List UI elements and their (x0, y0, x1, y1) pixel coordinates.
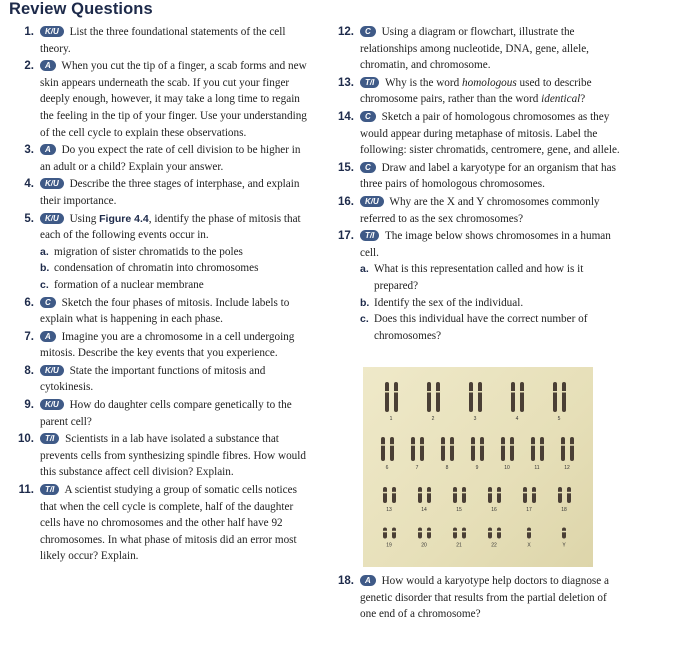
chromosome-pair (488, 487, 502, 513)
centromere-band (532, 492, 537, 494)
centromere-band (471, 444, 476, 446)
centromere-band (511, 391, 516, 393)
category-badge: A (40, 331, 56, 342)
question-number: 13. (338, 76, 354, 89)
chromosome (427, 382, 431, 412)
sub-item (360, 295, 624, 312)
chromosome (511, 382, 515, 412)
question-text: List the three foundational statements of the cell theory. (40, 26, 286, 55)
question-17 (328, 228, 624, 344)
question-text: used to describe chromosome pairs, rather than the word (360, 76, 592, 106)
sub-text: condensation of chromatin into chromosomes (54, 262, 259, 275)
question-text: Do you expect the rate of cell division to be higher in an adult or a child? Explain your answer. (40, 144, 301, 173)
question-number: 1. (24, 26, 34, 38)
chromosome-pair (418, 528, 432, 549)
sub-letter: b. (360, 296, 370, 309)
centromere-band (383, 492, 388, 494)
chromosome-label: 22 (491, 542, 497, 549)
sub-item (40, 260, 312, 277)
category-badge: C (360, 162, 376, 173)
chromosome (418, 487, 422, 503)
category-badge: K/U (360, 196, 384, 207)
sub-item (360, 311, 624, 344)
sub-item (40, 244, 312, 261)
chromosome-label: 14 (421, 507, 427, 513)
chromosome-pair (488, 528, 502, 549)
chromosome (418, 528, 422, 539)
centromere-band (427, 492, 432, 494)
question-number: 14. (338, 110, 354, 123)
question-16 (328, 194, 624, 227)
category-badge: C (360, 111, 376, 122)
chromosome-label: 12 (564, 465, 570, 471)
question-text: How do daughter cells compare genetically to the parent cell? (40, 399, 292, 428)
centromere-band (567, 492, 572, 494)
chromosome-label: 13 (386, 507, 392, 513)
chromosome-label: 19 (386, 542, 392, 549)
category-badge: C (40, 297, 56, 308)
sub-text: What is this representation called and how is it prepared? (374, 263, 584, 292)
question-15 (328, 160, 624, 193)
question-text: ? (580, 93, 586, 106)
question-1 (8, 24, 312, 57)
chromosome (478, 382, 482, 412)
category-badge: K/U (40, 399, 64, 410)
question-number: 5. (24, 212, 34, 225)
question-13 (328, 75, 624, 108)
sub-letter: a. (40, 245, 49, 258)
chromosome (383, 528, 387, 539)
question-text: The image below shows chromosomes in a human cell. (360, 230, 611, 259)
question-number: 8. (24, 364, 34, 377)
centromere-band (558, 492, 563, 494)
question-number: 4. (24, 178, 34, 191)
centromere-band (497, 531, 502, 533)
chromosome (562, 528, 566, 539)
question-number: 3. (24, 144, 34, 157)
chromosome (453, 487, 457, 503)
sub-item (40, 277, 312, 294)
chromosome (427, 528, 431, 539)
chromosome-pair (562, 528, 567, 549)
chromosome-label: 6 (385, 465, 389, 471)
category-badge: T/I (360, 230, 379, 241)
chromosome (488, 528, 492, 539)
centromere-band (392, 492, 397, 494)
question-number: 17. (338, 230, 354, 243)
question-text: A scientist studying a group of somatic cells notices that when the cell cycle is complete, half of the daughter cells have no chromosomes and the other half have 92 chromosomes. In what phase of mitosis did an error most likely occur? Explain. (40, 484, 297, 563)
centromere-band (520, 391, 525, 393)
category-badge: A (40, 144, 56, 155)
centromere-band (450, 444, 455, 446)
chromosome-label: 1 (389, 416, 393, 422)
question-number: 11. (18, 484, 34, 497)
chromosome-label: 7 (415, 465, 419, 471)
chromosome (450, 437, 454, 461)
question-8 (8, 363, 312, 396)
question-text: Sketch the four phases of mitosis. Include labels to explain what is happening in each phase. (40, 296, 290, 326)
chromosome-label: Y (562, 542, 566, 549)
chromosome (392, 528, 396, 539)
chromosome (510, 437, 514, 461)
chromosome-pair (427, 382, 441, 422)
chromosome (558, 487, 562, 503)
question-number: 18. (338, 575, 354, 587)
category-badge: A (360, 575, 376, 586)
centromere-band (510, 444, 515, 446)
centromere-band (478, 391, 483, 393)
category-badge: K/U (40, 178, 64, 189)
question-text: Imagine you are a chromosome in a cell undergoing mitosis. Describe the key events that you experience. (40, 330, 295, 360)
centromere-band (553, 391, 558, 393)
chromosome (567, 487, 571, 503)
centromere-band (480, 444, 485, 446)
question-text: State the important functions of mitosis and cytokinesis. (40, 364, 266, 394)
chromosome-label: 4 (515, 416, 519, 422)
question-number: 6. (24, 296, 34, 309)
centromere-band (469, 391, 474, 393)
chromosome-label: X (527, 542, 531, 549)
chromosome-label: 2 (431, 416, 435, 422)
chromosome (570, 437, 574, 461)
emphasized-word: homologous (462, 76, 517, 89)
centromere-band (385, 391, 390, 393)
chromosome (453, 528, 457, 539)
chromosome (532, 487, 536, 503)
chromosome-label: 5 (557, 416, 561, 422)
figure-reference: Figure 4.4 (99, 212, 149, 225)
chromosome-label: 17 (526, 507, 532, 513)
chromosome (420, 437, 424, 461)
chromosome-pair (553, 382, 567, 422)
question-2 (8, 58, 312, 141)
category-badge: K/U (40, 26, 64, 37)
chromosome-label: 18 (561, 507, 567, 513)
centromere-band (562, 391, 567, 393)
chromosome (553, 382, 557, 412)
chromosome (427, 487, 431, 503)
centromere-band (497, 492, 502, 494)
chromosome (562, 382, 566, 412)
centromere-band (383, 531, 388, 533)
karyotype-chromosomes (363, 367, 593, 567)
chromosome (441, 437, 445, 461)
sub-letter: c. (360, 313, 369, 326)
centromere-band (441, 444, 446, 446)
centromere-band (570, 444, 575, 446)
centromere-band (453, 492, 458, 494)
centromere-band (394, 391, 399, 393)
chromosome-label: 16 (491, 507, 497, 513)
centromere-band (411, 444, 416, 446)
chromosome-pair (453, 487, 467, 513)
question-text: Why are the X and Y chromosomes commonly referred to as the sex chromosomes? (360, 195, 600, 225)
question-14 (328, 109, 624, 159)
question-number: 9. (24, 399, 34, 412)
chromosome-pair (469, 382, 483, 422)
chromosome-pair (383, 528, 397, 549)
category-badge: T/I (40, 433, 59, 444)
question-text: Using a diagram or flowchart, illustrate the relationships among nucleotide, DNA, gene, allele, chromatin, and chromosome. (360, 26, 589, 72)
centromere-band (488, 492, 493, 494)
centromere-band (462, 492, 467, 494)
sub-text: Does this individual have the correct number of chromosomes? (374, 313, 588, 342)
sub-text: Identify the sex of the individual. (374, 296, 524, 309)
centromere-band (523, 492, 528, 494)
chromosome (469, 382, 473, 412)
chromosome (436, 382, 440, 412)
sub-letter: b. (40, 262, 50, 275)
question-number: 7. (24, 330, 34, 343)
chromosome (381, 437, 385, 461)
chromosome-pair (501, 437, 515, 471)
chromosome (471, 437, 475, 461)
chromosome-pair (383, 487, 397, 513)
chromosome-pair (561, 437, 575, 471)
centromere-band (420, 444, 425, 446)
sub-text: formation of a nuclear membrane (54, 278, 204, 291)
chromosome (523, 487, 527, 503)
question-number: 2. (24, 60, 34, 73)
question-text: When you cut the tip of a finger, a scab forms and new skin appears underneath the scab. If you cut your finger deeply enough, however, it may take a long time to regain the feeling in the tip of your finger. Use your understanding of the cell cycle to explain these observations. (40, 60, 307, 139)
centromere-band (392, 531, 397, 533)
chromosome-label: 3 (473, 416, 477, 422)
question-18 (328, 573, 624, 623)
question-text: Describe the three stages of interphase, and explain their importance. (40, 178, 300, 207)
centromere-band (418, 492, 423, 494)
question-11 (8, 482, 312, 565)
chromosome-label: 10 (504, 465, 510, 471)
chromosome (531, 437, 535, 461)
question-text: Draw and label a karyotype for an organism that has three pairs of homologous chromosomes. (360, 161, 616, 191)
centromere-band (527, 531, 532, 533)
chromosome (411, 437, 415, 461)
centromere-band (531, 444, 536, 446)
chromosome (520, 382, 524, 412)
chromosome-pair (411, 437, 425, 471)
question-text: , identify the phase of mitosis that each of the following events occur in. (40, 212, 301, 242)
chromosome (501, 437, 505, 461)
centromere-band (462, 531, 467, 533)
centromere-band (427, 391, 432, 393)
chromosome (462, 487, 466, 503)
chromosome-label: 21 (456, 542, 462, 549)
centromere-band (501, 444, 506, 446)
centromere-band (381, 444, 386, 446)
category-badge: K/U (40, 365, 64, 376)
chromosome (392, 487, 396, 503)
centromere-band (453, 531, 458, 533)
chromosome (383, 487, 387, 503)
chromosome-pair (418, 487, 432, 513)
chromosome-pair (523, 487, 537, 513)
question-7 (8, 329, 312, 362)
sub-letter: c. (40, 278, 49, 291)
chromosome-pair (385, 382, 399, 422)
question-text: How would a karyotype help doctors to diagnose a genetic disorder that results from the partial deletion of one end of a chromosome? (360, 575, 610, 621)
chromosome (390, 437, 394, 461)
chromosome (561, 437, 565, 461)
question-10 (8, 431, 312, 481)
centromere-band (418, 531, 423, 533)
emphasized-word: identical (541, 93, 581, 106)
question-text: Scientists in a lab have isolated a substance that prevents cells from synthesizing spindle fibres. How would this substance affect cell division? Explain. (40, 433, 306, 479)
chromosome-pair (527, 528, 532, 549)
question-number: 10. (18, 433, 34, 446)
question-4 (8, 176, 312, 209)
sub-letter: a. (360, 263, 369, 276)
question-5 (8, 211, 312, 294)
question-text: Using (69, 212, 97, 225)
centromere-band (562, 531, 567, 533)
question-6 (8, 295, 312, 328)
centromere-band (540, 444, 545, 446)
centromere-band (488, 531, 493, 533)
karyotype-image (363, 367, 593, 567)
chromosome-pair (441, 437, 455, 471)
sub-item (360, 261, 624, 294)
chromosome (527, 528, 531, 539)
chromosome (385, 382, 389, 412)
centromere-band (561, 444, 566, 446)
chromosome-pair (531, 437, 545, 471)
centromere-band (427, 531, 432, 533)
chromosome (488, 487, 492, 503)
category-badge: A (40, 60, 56, 71)
chromosome (497, 487, 501, 503)
chromosome-pair (453, 528, 467, 549)
question-number: 12. (338, 26, 354, 38)
question-text: Sketch a pair of homologous chromosomes as they would appear during metaphase of mitosis. Label the following: sister chromatids, centromere, gene, and allele. (360, 110, 620, 157)
chromosome (480, 437, 484, 461)
chromosome (462, 528, 466, 539)
chromosome-label: 9 (475, 465, 479, 471)
chromosome-label: 15 (456, 507, 462, 513)
centromere-band (390, 444, 395, 446)
question-18-wrapper (328, 573, 624, 624)
question-number: 15. (338, 161, 354, 174)
category-badge: K/U (40, 213, 64, 224)
question-text: Why is the word (384, 76, 460, 89)
question-number: 16. (338, 195, 354, 208)
chromosome-label: 20 (421, 542, 427, 549)
chromosome-label: 8 (445, 465, 449, 471)
right-column (328, 24, 624, 345)
sub-text: migration of sister chromatids to the poles (54, 245, 243, 258)
centromere-band (436, 391, 441, 393)
question-3 (8, 142, 312, 175)
chromosome-pair (511, 382, 525, 422)
chromosome-pair (471, 437, 485, 471)
category-badge: T/I (40, 484, 59, 495)
chromosome (394, 382, 398, 412)
chromosome-label: 11 (534, 465, 540, 471)
chromosome-pair (558, 487, 572, 513)
category-badge: C (360, 26, 376, 37)
question-12 (328, 24, 624, 74)
chromosome (497, 528, 501, 539)
category-badge: T/I (360, 77, 379, 88)
chromosome-pair (381, 437, 395, 471)
chromosome (540, 437, 544, 461)
page-title: Review Questions (9, 0, 153, 18)
question-9 (8, 397, 312, 430)
left-column (8, 24, 312, 566)
